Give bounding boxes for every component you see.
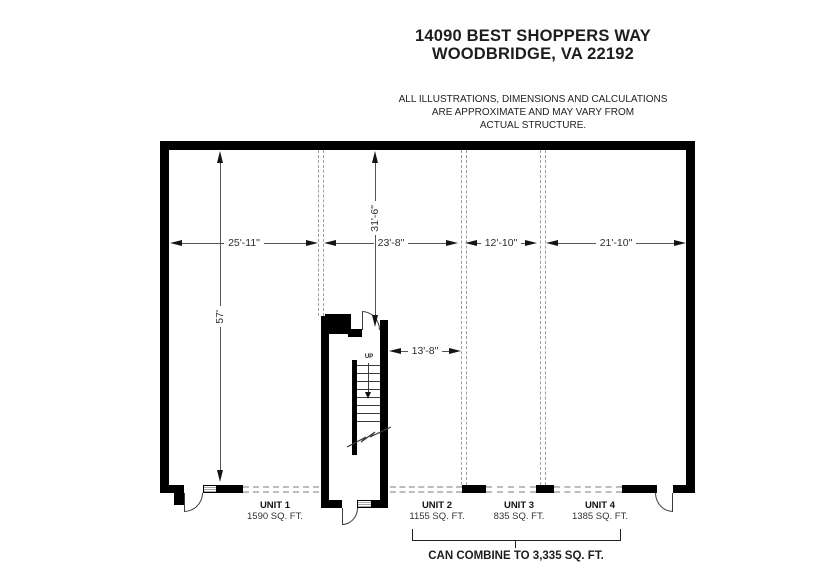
dim-label: 31'-6" xyxy=(369,204,381,232)
stair-direction-arrow-icon xyxy=(365,392,371,399)
unit-name: UNIT 2 xyxy=(421,500,453,511)
entry-pier-unit1 xyxy=(174,485,184,505)
dim-arrow-right-icon xyxy=(449,348,461,354)
dimension-stairwell-depth xyxy=(368,151,382,327)
combine-bracket xyxy=(412,529,621,541)
exterior-wall-top xyxy=(160,141,695,150)
dim-arrow-left-icon xyxy=(170,240,182,246)
storefront-glazing-unit4 xyxy=(554,486,622,493)
dim-label: 21'-10" xyxy=(599,237,633,249)
dim-arrow-right-icon xyxy=(674,240,686,246)
bottom-wall-segment xyxy=(217,485,243,493)
dim-label: 25'-11" xyxy=(228,237,260,249)
dim-arrow-right-icon xyxy=(446,240,458,246)
dimension-unit1-width xyxy=(170,237,318,249)
dim-arrow-right-icon xyxy=(306,240,318,246)
dim-arrow-up-icon xyxy=(217,151,223,163)
stair-break-line-icon xyxy=(346,424,392,452)
bottom-wall-pier xyxy=(536,485,554,493)
unit4-label xyxy=(572,500,628,522)
unit-name: UNIT 1 xyxy=(259,500,291,511)
stairwell-wall-right xyxy=(380,320,388,508)
dimension-building-depth xyxy=(213,151,227,482)
dim-label: 23'-8" xyxy=(377,237,405,249)
stairwell-wall-left xyxy=(321,316,329,493)
stair-direction-label: UP xyxy=(364,354,374,360)
demising-wall-1 xyxy=(318,150,324,316)
dim-label: 57' xyxy=(214,309,226,324)
dim-arrow-left-icon xyxy=(389,348,401,354)
combine-note: CAN COMBINE TO 3,335 SQ. FT. xyxy=(428,550,604,562)
dimension-stairwell-bay-width xyxy=(389,345,461,357)
storefront-glazing-unit1 xyxy=(243,486,319,493)
dim-arrow-left-icon xyxy=(546,240,558,246)
address-line-1: 14090 BEST SHOPPERS WAY xyxy=(414,27,652,45)
bottom-wall-segment xyxy=(622,485,657,493)
storefront-glazing-unit3 xyxy=(486,486,536,493)
entry-door-arc-unit1 xyxy=(184,493,203,512)
disclaimer-line-3: ACTUAL STRUCTURE. xyxy=(479,120,587,131)
demising-wall-2 xyxy=(461,150,467,485)
vestibule-door-arc xyxy=(342,508,358,525)
dim-arrow-down-icon xyxy=(217,470,223,482)
dim-arrow-left-icon xyxy=(465,240,477,246)
bottom-wall-pier xyxy=(462,485,486,493)
address-line-2: WOODBRIDGE, VA 22192 xyxy=(431,44,635,63)
combine-bracket-stem xyxy=(515,540,516,548)
unit2-label xyxy=(409,500,464,522)
unit3-label xyxy=(494,500,545,522)
vestibule-window xyxy=(357,500,372,508)
dim-label: 13'-8" xyxy=(411,345,439,357)
stairwell-wall-top xyxy=(348,329,362,337)
dim-label: 12'-10" xyxy=(484,237,518,249)
exterior-wall-right xyxy=(686,141,695,493)
disclaimer-note xyxy=(399,93,668,132)
entry-door-arc-unit4 xyxy=(655,493,673,512)
vestibule-wall-bottom xyxy=(372,500,388,508)
disclaimer-line-1: ALL ILLUSTRATIONS, DIMENSIONS AND CALCULATIONS xyxy=(398,94,668,105)
disclaimer-line-2: ARE APPROXIMATE AND MAY VARY FROM xyxy=(431,107,635,118)
dimension-unit2-width xyxy=(324,237,458,249)
unit-area: 1590 SQ. FT. xyxy=(247,511,303,522)
dim-arrow-up-icon xyxy=(372,151,378,163)
bottom-wall-segment xyxy=(673,485,695,493)
unit1-label xyxy=(247,500,303,522)
demising-wall-3 xyxy=(540,150,546,485)
unit-area: 1385 SQ. FT. xyxy=(572,511,628,522)
dimension-unit4-width xyxy=(546,237,686,249)
property-address xyxy=(415,28,651,63)
unit-name: UNIT 3 xyxy=(503,500,535,511)
dim-arrow-left-icon xyxy=(324,240,336,246)
unit-name: UNIT 4 xyxy=(584,500,616,511)
vestibule-wall-bottom xyxy=(321,500,342,508)
exterior-wall-left xyxy=(160,141,169,493)
unit-area: 1155 SQ. FT. xyxy=(409,511,465,522)
dim-arrow-down-icon xyxy=(372,315,378,327)
storefront-glazing-unit2 xyxy=(390,486,462,493)
dim-arrow-right-icon xyxy=(525,240,537,246)
dimension-unit3-width xyxy=(465,237,537,249)
entry-window-unit1 xyxy=(203,485,217,493)
unit-area: 835 SQ. FT. xyxy=(493,511,545,522)
stair-direction-line xyxy=(368,363,369,393)
